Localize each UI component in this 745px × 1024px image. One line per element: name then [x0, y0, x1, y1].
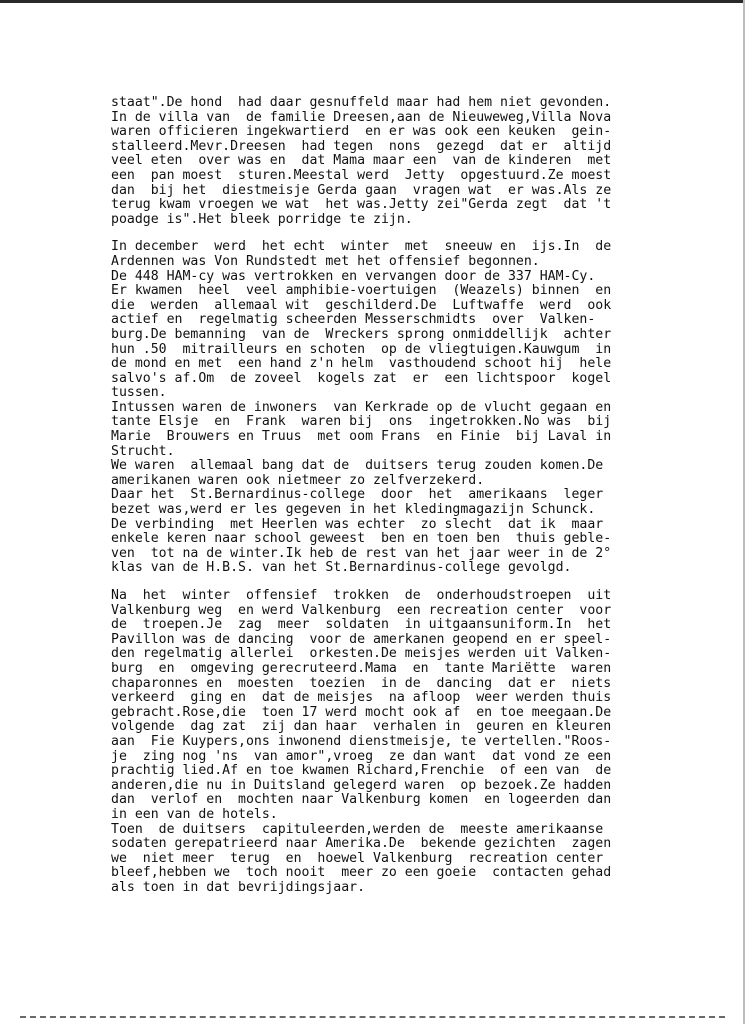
text-line: sodaten gerepatrieerd naar Amerika.De bekende gezichten zagen: [111, 837, 612, 852]
text-line: als toen in dat bevrijdingsjaar.: [111, 880, 366, 895]
text-line: de troepen.Je zag meer soldaten in uitgaansuniform.In het: [111, 618, 612, 633]
text-line: Marie Brouwers en Truus met oom Frans en Finie bij Laval in: [111, 430, 612, 445]
text-line: Toen de duitsers capituleerden,werden de meeste amerikaanse: [111, 822, 604, 837]
text-line: terug kwam vroegen we wat het was.Jetty zei"Gerda zegt dat 't: [111, 198, 612, 213]
text-line: anderen,die nu in Duitsland gelegerd waren op bezoek.Ze hadden: [111, 778, 612, 793]
text-line: enkele keren naar school geweest ben en toen ben thuis geble-: [111, 532, 612, 547]
text-line: klas van de H.B.S. van het St.Bernardinus-college gevolgd.: [111, 561, 572, 576]
text-line: chaparonnes en moesten toezien in de dancing dat er niets: [111, 676, 612, 691]
text-line: Ardennen was Von Rundstedt met het offensief begonnen.: [111, 254, 540, 269]
paragraph: [111, 589, 651, 895]
text-line: gebracht.Rose,die toen 17 werd mocht ook af en toe meegaan.De: [111, 705, 612, 720]
scan-top-edge: [0, 0, 745, 3]
paragraph-gap: [111, 576, 651, 589]
text-line: actief en regelmatig scheerden Messerschmidts over Valken-: [111, 313, 596, 328]
text-line: poadge is".Het bleek porridge te zijn.: [111, 212, 413, 227]
text-line: volgende dag zat zij dan haar verhalen in geuren en kleuren: [111, 720, 612, 735]
text-line: die werden allemaal wit geschilderd.De Luftwaffe werd ook: [111, 298, 612, 313]
text-line: We waren allemaal bang dat de duitsers terug zouden komen.De: [111, 459, 604, 474]
text-line: den regelmatig allerlei orkesten.De meisjes werden uit Valken-: [111, 647, 612, 662]
text-line: je zing nog 'ns van amor",vroeg ze dan want dat vond ze een: [111, 749, 612, 764]
text-line: waren officieren ingekwartierd en er was ook een keuken gein-: [111, 125, 612, 140]
text-line: verkeerd ging en dat de meisjes na afloop weer werden thuis: [111, 691, 612, 706]
text-line: De verbinding met Heerlen was echter zo slecht dat ik maar: [111, 517, 604, 532]
text-line: tante Elsje en Frank waren bij ons ingetrokken.No was bij: [111, 415, 612, 430]
text-line: bleef,hebben we toch nooit meer zo een goeie contacten gehad: [111, 866, 612, 881]
paragraph-gap: [111, 227, 651, 240]
text-line: veel eten over was en dat Mama maar een van de kinderen met: [111, 154, 612, 169]
text-line: burg.De bemanning van de Wreckers sprong onmiddellijk achter: [111, 327, 612, 342]
text-line: ven tot na de winter.Ik heb de rest van het jaar weer in de 2°: [111, 546, 612, 561]
text-line: bezet was,werd er les gegeven in het kledingmagazijn Schunck.: [111, 503, 596, 518]
paragraph: [111, 240, 651, 576]
text-line: burg en omgeving gerecruteerd.Mama en tante Mariëtte waren: [111, 661, 612, 676]
text-line: Er kwamen heel veel amphibie-voertuigen (Weazels) binnen en: [111, 284, 612, 299]
text-line: in een van de hotels.: [111, 807, 278, 822]
text-line: In de villa van de familie Dreesen,aan de Nieuweweg,Villa Nova: [111, 110, 612, 125]
text-line: Valkenburg weg en werd Valkenburg een recreation center voor: [111, 603, 612, 618]
typewritten-page: [111, 96, 651, 895]
text-line: Intussen waren de inwoners van Kerkrade op de vlucht gegaan en: [111, 400, 612, 415]
text-line: Pavillon was de dancing voor de amerkanen geopend en er speel-: [111, 632, 612, 647]
text-line: hun .50 mitrailleurs en schoten op de vliegtuigen.Kauwgum in: [111, 342, 612, 357]
text-line: dan verlof en mochten naar Valkenburg komen en logeerden dan: [111, 793, 612, 808]
text-line: stalleerd.Mevr.Dreesen had tegen nons gezegd dat er altijd: [111, 139, 612, 154]
text-line: De 448 HAM-cy was vertrokken en vervangen door de 337 HAM-Cy.: [111, 269, 596, 284]
text-line: salvo's af.Om de zoveel kogels zat er een lichtspoor kogel: [111, 371, 612, 386]
text-line: aan Fie Kuypers,ons inwonend dienstmeisje, te vertellen."Roos-: [111, 734, 612, 749]
text-line: we niet meer terug en hoewel Valkenburg recreation center: [111, 851, 604, 866]
text-line: In december werd het echt winter met sneeuw en ijs.In de: [111, 240, 612, 255]
text-line: tussen.: [111, 386, 167, 401]
text-line: dan bij het diestmeisje Gerda gaan vragen wat er was.Als ze: [111, 183, 612, 198]
text-line: Na het winter offensief trokken de onderhoudstroepen uit: [111, 589, 612, 603]
text-line: de mond en met een hand z'n helm vasthoudend schoot hij hele: [111, 357, 612, 372]
text-line: staat".De hond had daar gesnuffeld maar had hem niet gevonden.: [111, 96, 612, 110]
text-line: prachtig lied.Af en toe kwamen Richard,Frenchie of een van de: [111, 764, 612, 779]
text-line: Strucht.: [111, 444, 175, 459]
text-line: Daar het St.Bernardinus-college door het amerikaans leger: [111, 488, 604, 503]
scan-bottom-edge: [20, 1016, 725, 1018]
paragraph: [111, 96, 651, 227]
text-line: amerikanen waren ook nietmeer zo zelfverzekerd.: [111, 473, 485, 488]
text-line: een pan moest sturen.Meestal werd Jetty opgestuurd.Ze moest: [111, 168, 612, 183]
